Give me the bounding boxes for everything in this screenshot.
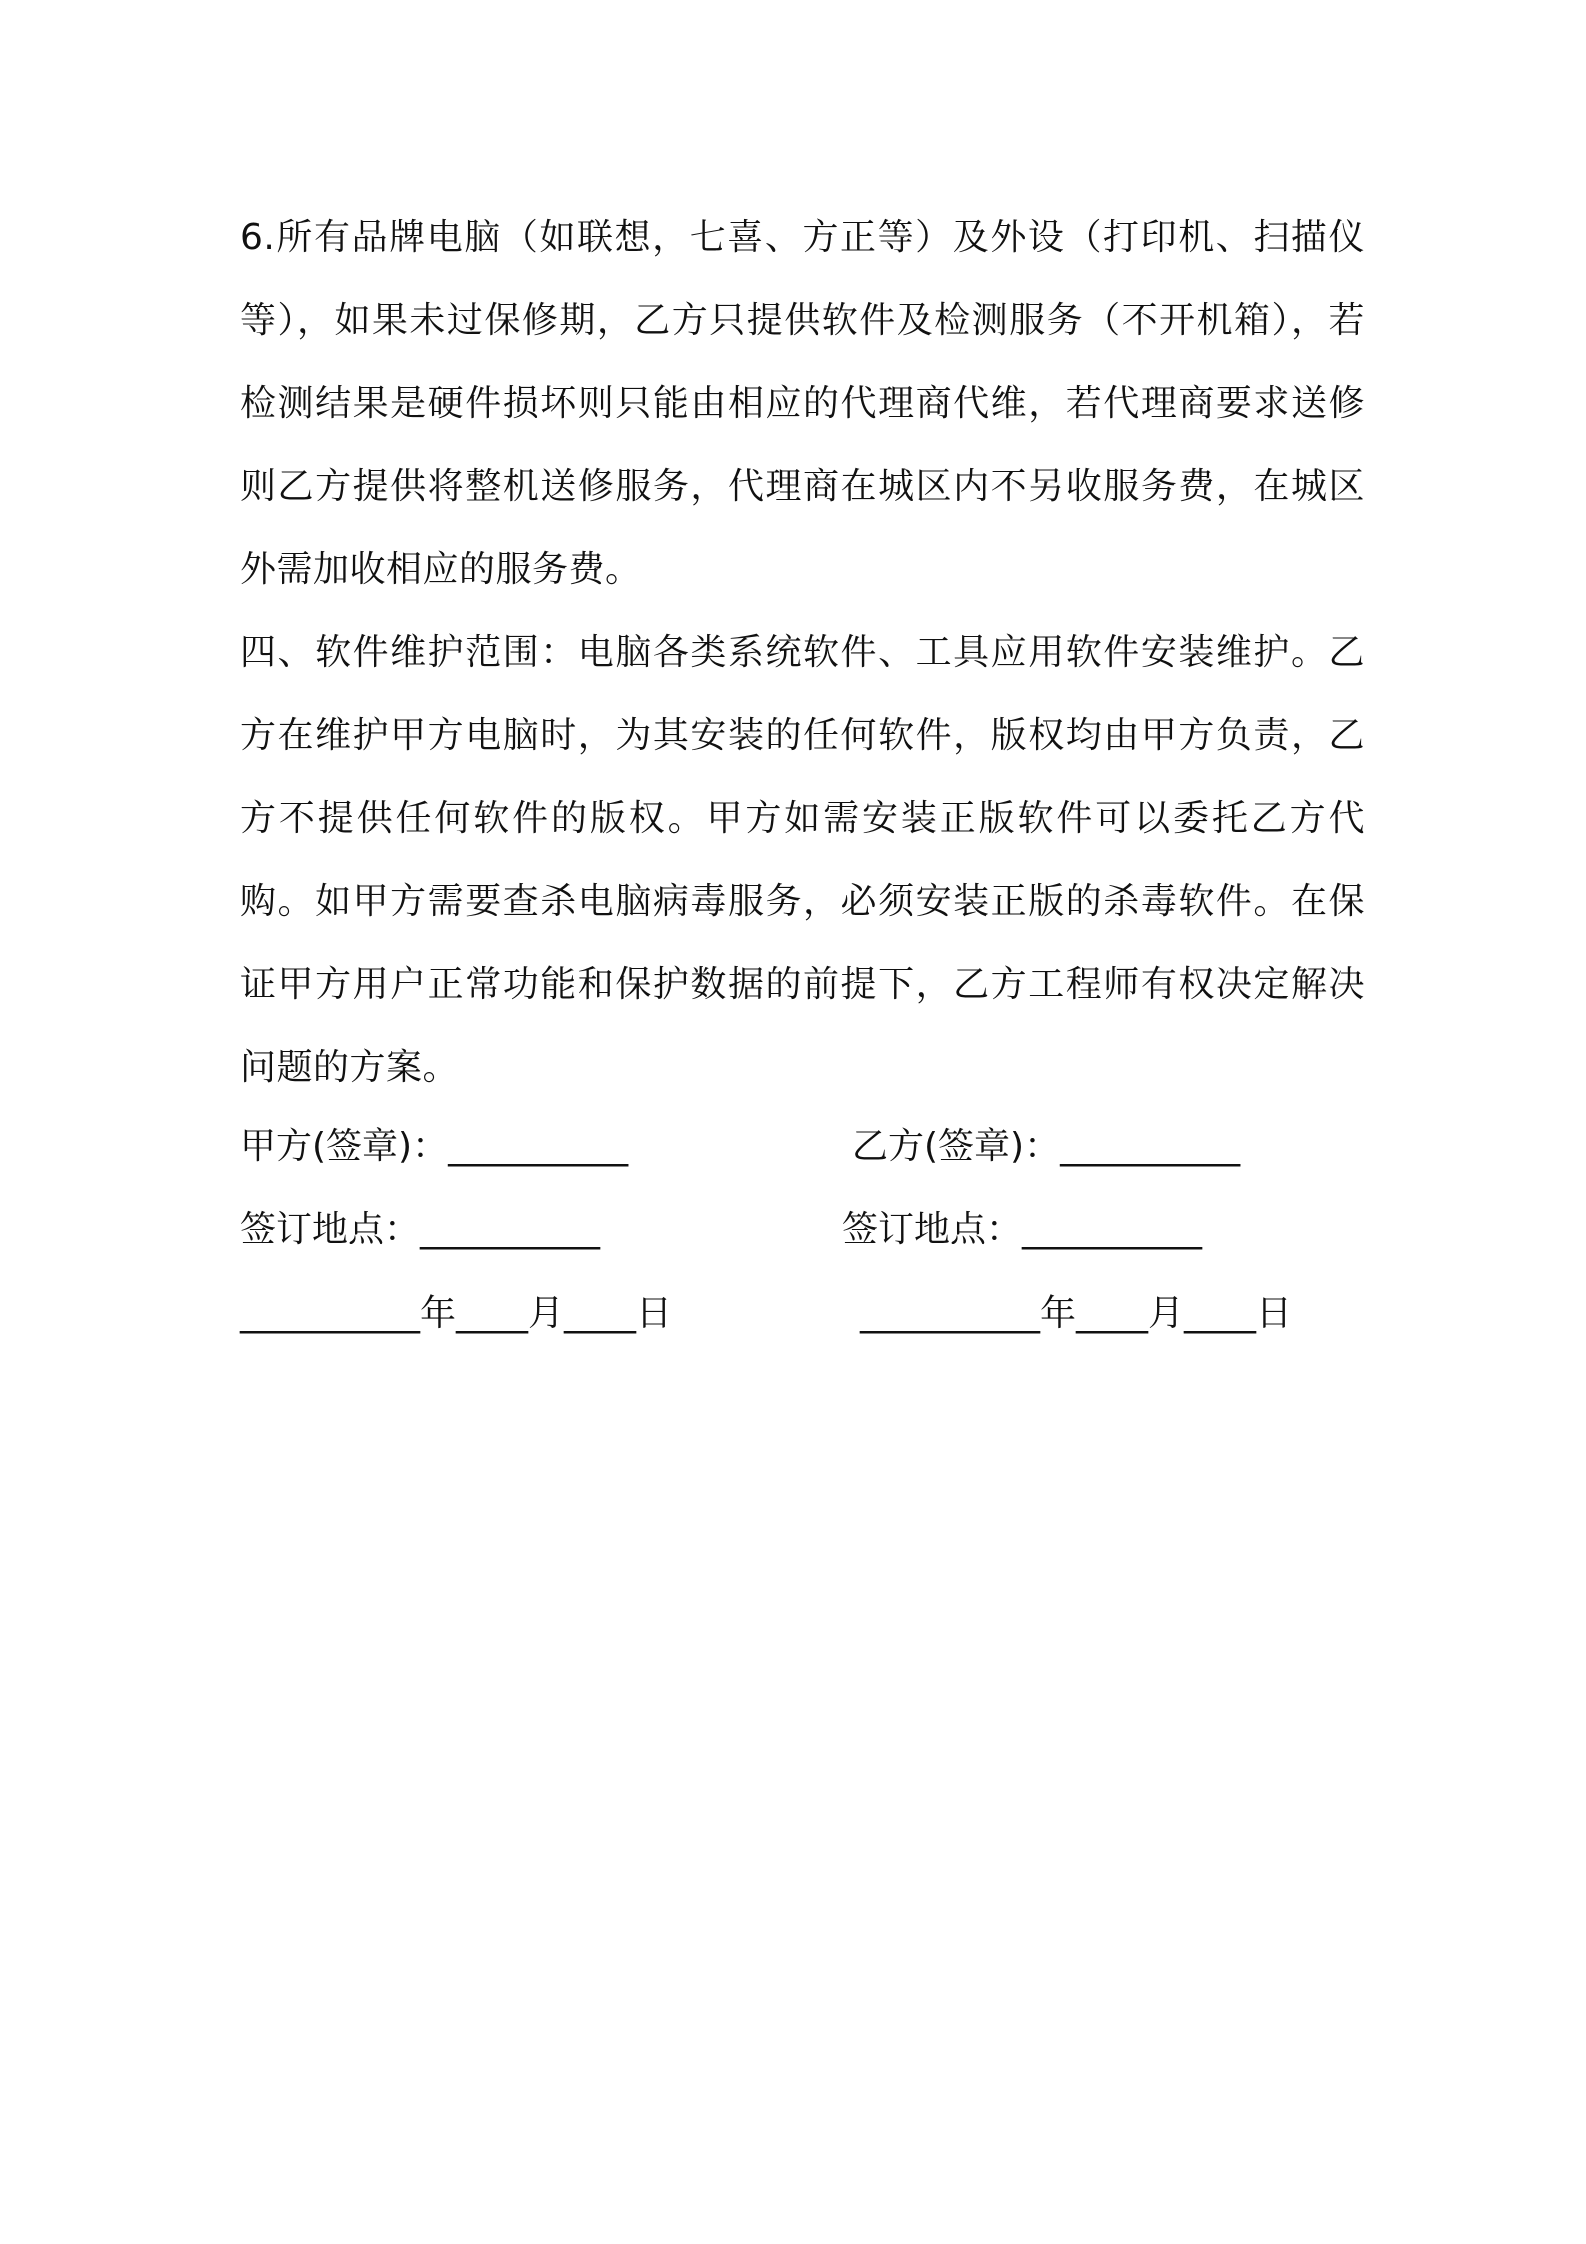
party-a-date-line: __________年____月____日 xyxy=(240,1293,672,1334)
software-maintenance-scope-paragraph: 四、软件维护范围：电脑各类系统软件、工具应用软件安装维护。乙方在维护甲方电脑时，为其安装的任何软件，版权均由甲方负责，乙方不提供任何软件的版权。甲方如需安装正版软件可以委托乙方代购。如甲方需要查杀电脑病毒服务，必须安装正版的杀毒软件。在保证甲方用户正常功能和保护数据的前提下，乙方工程师有权决定解决问题的方案。 xyxy=(240,632,1365,1088)
party-b-place-line: 签订地点：__________ xyxy=(842,1209,1203,1250)
party-a-seal-line: 甲方(签章)：__________ xyxy=(240,1126,629,1167)
party-a-place-line: 签订地点：__________ xyxy=(240,1209,601,1250)
party-b-date-line: __________年____月____日 xyxy=(860,1293,1292,1334)
clause-6-paragraph: 6.所有品牌电脑（如联想，七喜、方正等）及外设（打印机、扫描仪等），如果未过保修期，乙方只提供软件及检测服务（不开机箱），若检测结果是硬件损坏则只能由相应的代理商代维，若代理商要求送修则乙方提供将整机送修服务，代理商在城区内不另收服务费，在城区外需加收相应的服务费。 xyxy=(240,217,1365,590)
contract-body xyxy=(240,196,1365,1109)
party-b-seal-line: 乙方(签章)：__________ xyxy=(852,1126,1241,1167)
